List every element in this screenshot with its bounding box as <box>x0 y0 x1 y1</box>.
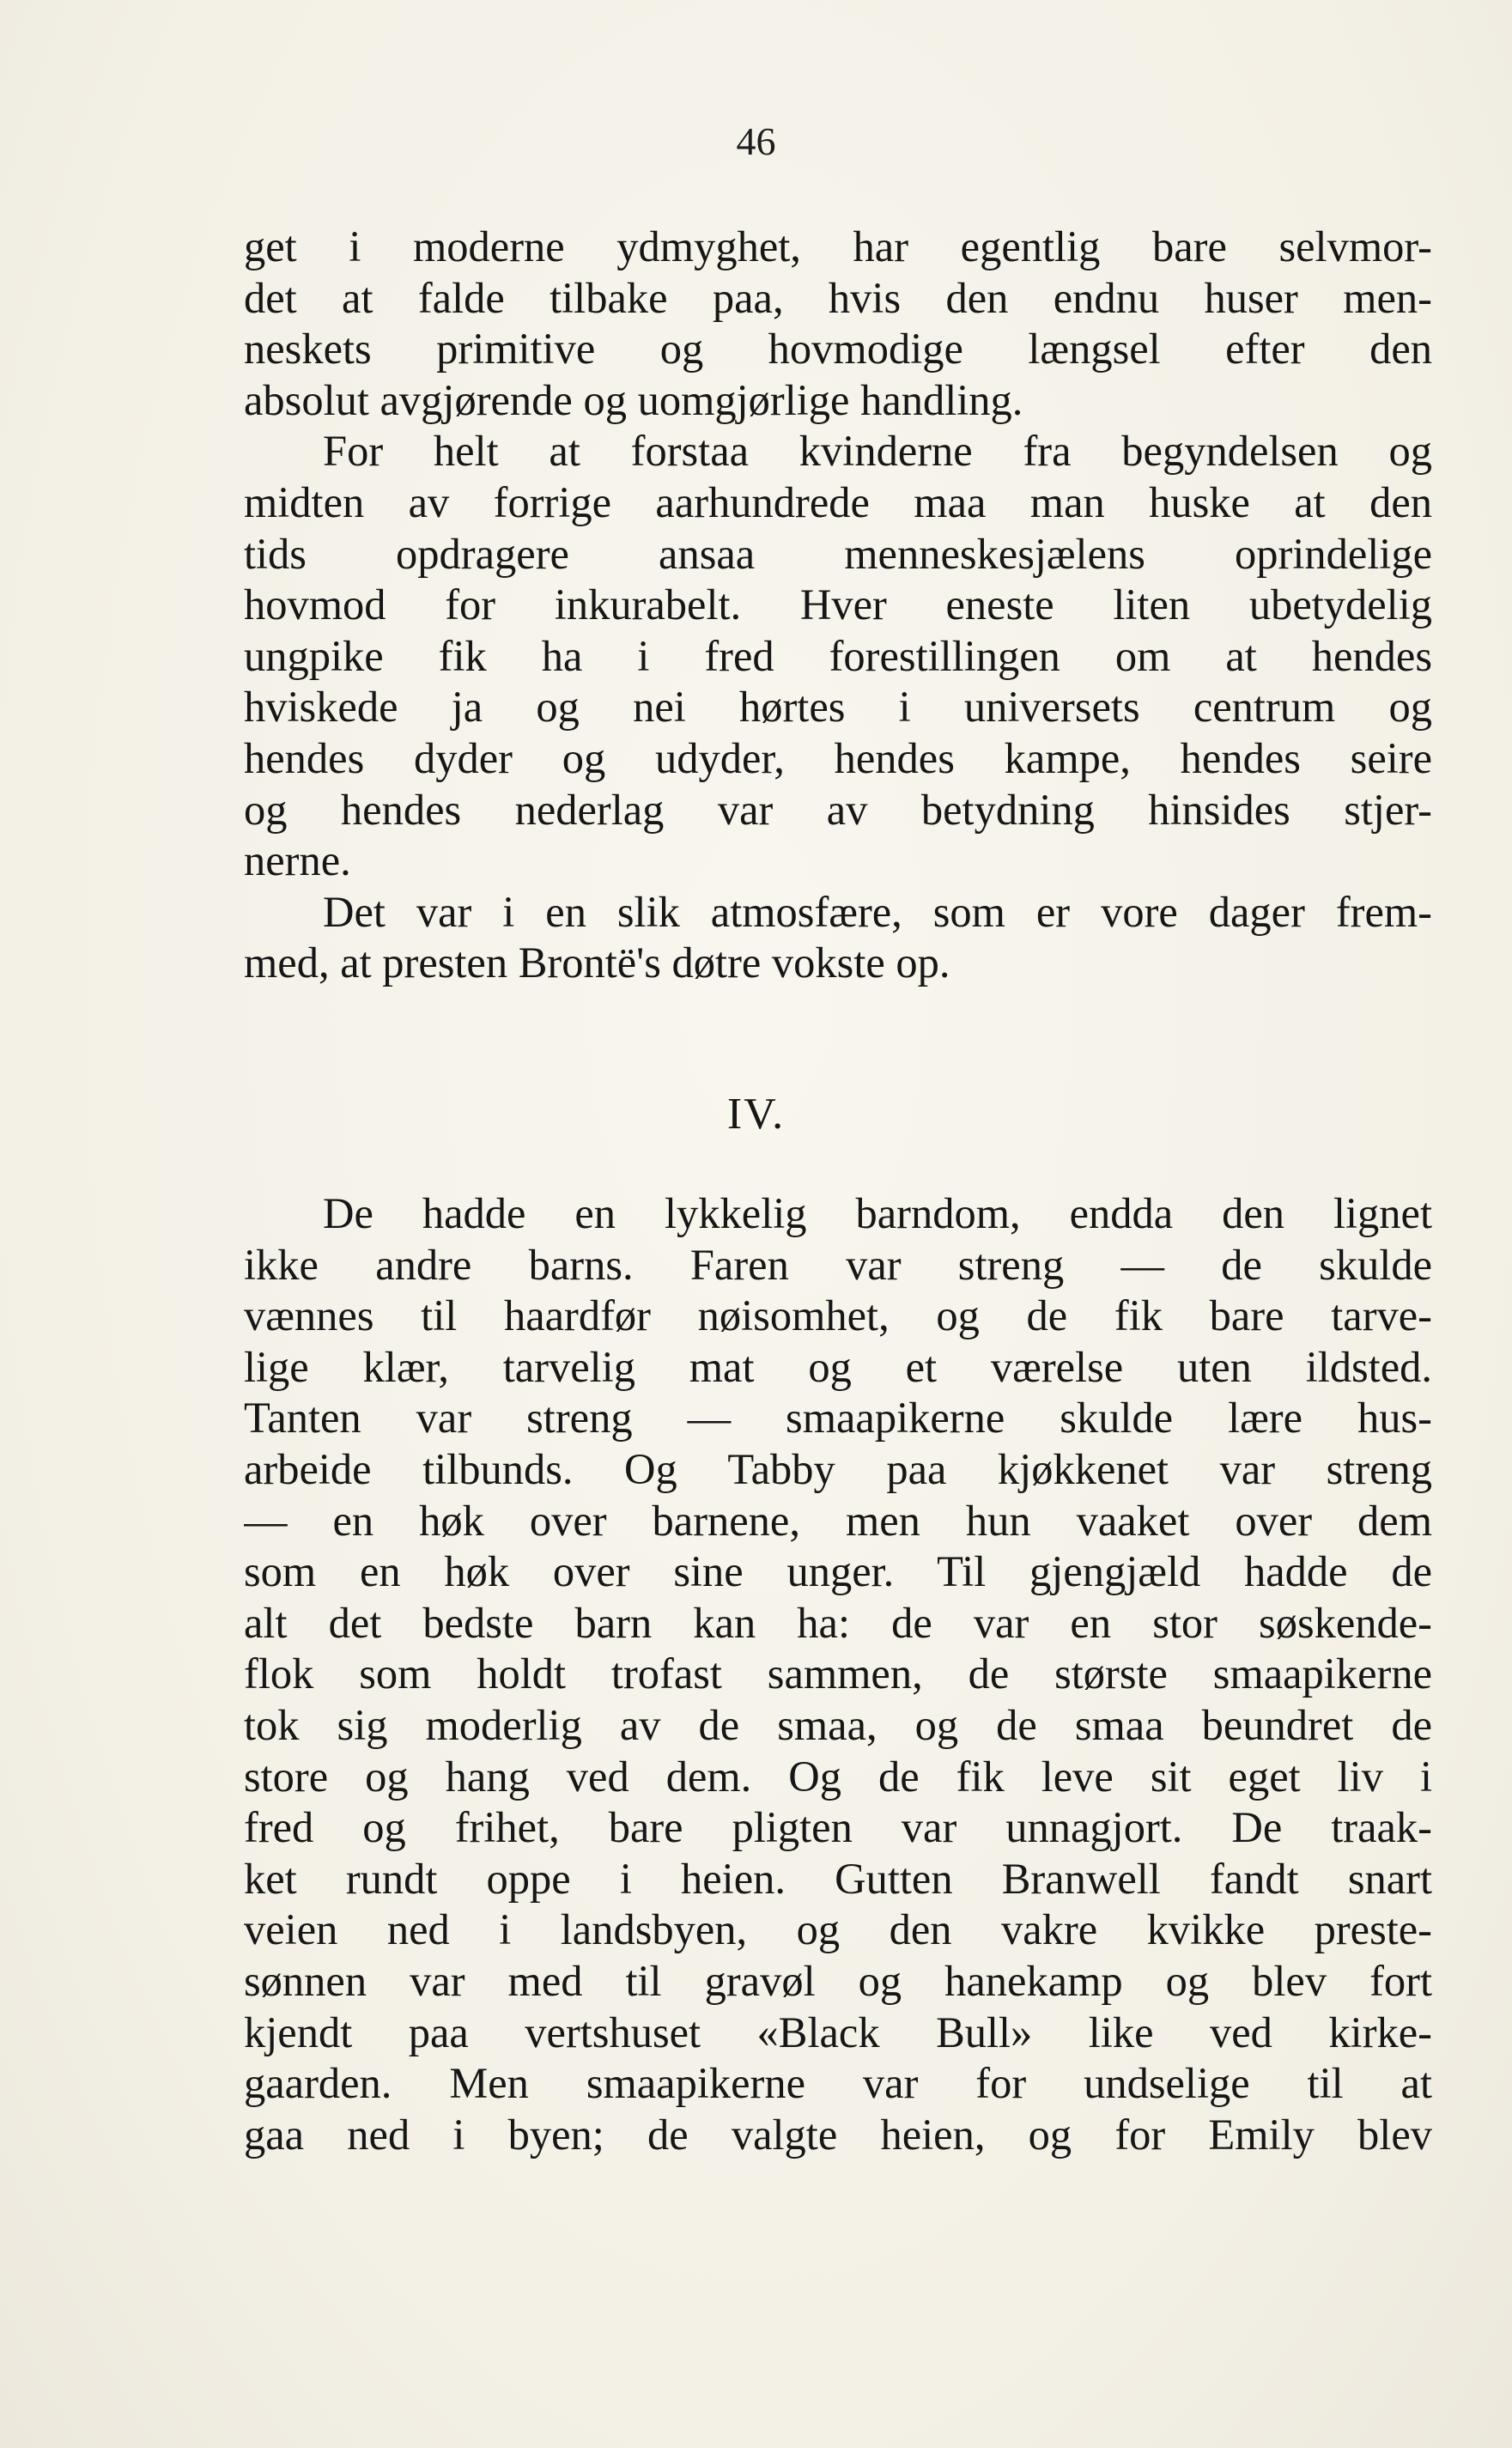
text-line: — en høk over barnene, men hun vaaket over dem <box>244 1496 1432 1545</box>
text-line: gaarden. Men smaapikerne var for undselige til at <box>244 2059 1432 2108</box>
text-line: ikke andre barns. Faren var streng — de skulde <box>244 1240 1432 1289</box>
text-line: hendes dyder og udyder, hendes kampe, hendes seire <box>244 733 1432 782</box>
text-section-1 <box>244 222 1432 989</box>
text-line: sønnen var med til gravøl og hanekamp og blev fort <box>244 1956 1432 2005</box>
text-line: Det var i en slik atmosfære, som er vore dager frem- <box>323 887 1432 936</box>
text-line: som en høk over sine unger. Til gjengjæld hadde de <box>244 1547 1432 1596</box>
text-line: og hendes nederlag var av betydning hinsides stjer- <box>244 785 1432 834</box>
text-line: vænnes til haardfør nøisomhet, og de fik bare tarve- <box>244 1291 1432 1340</box>
text-line: veien ned i landsbyen, og den vakre kvikke preste- <box>244 1905 1432 1954</box>
text-line: tids opdragere ansaa menneskesjælens oprindelige <box>244 529 1432 578</box>
text-line: det at falde tilbake paa, hvis den endnu huser men- <box>244 273 1432 322</box>
text-line: hviskede ja og nei hørtes i universets centrum og <box>244 683 1432 732</box>
text-line: absolut avgjørende og uomgjørlige handling. <box>244 375 1023 424</box>
text-line: flok som holdt trofast sammen, de største smaapikerne <box>244 1649 1432 1698</box>
text-line: arbeide tilbunds. Og Tabby paa kjøkkenet var streng <box>244 1444 1432 1493</box>
text-line: med, at presten Brontë's døtre vokste op. <box>244 939 950 987</box>
text-line: nerne. <box>244 836 351 885</box>
text-line: gaa ned i byen; de valgte heien, og for Emily blev <box>244 2110 1432 2159</box>
page-number: 46 <box>736 119 776 163</box>
text-line: fred og frihet, bare pligten var unnagjort. De traak- <box>244 1803 1432 1852</box>
text-line: kjendt paa vertshuset «Black Bull» like ved kirke- <box>244 2008 1432 2056</box>
text-line: ket rundt oppe i heien. Gutten Branwell fandt snart <box>244 1854 1432 1903</box>
text-line: lige klær, tarvelig mat og et værelse uten ildsted. <box>244 1342 1432 1391</box>
text-line: hovmod for inkurabelt. Hver eneste liten ubetydelig <box>244 580 1432 629</box>
text-line: Tanten var streng — smaapikerne skulde lære hus- <box>244 1394 1432 1443</box>
text-line: For helt at forstaa kvinderne fra begyndelsen og <box>323 427 1432 476</box>
text-line: tok sig moderlig av de smaa, og de smaa beundret de <box>244 1700 1432 1749</box>
text-line: ungpike fik ha i fred forestillingen om at hendes <box>244 631 1432 680</box>
text-line: get i moderne ydmyghet, har egentlig bare selvmor- <box>244 222 1432 270</box>
text-line: midten av forrige aarhundrede maa man huske at den <box>244 477 1432 526</box>
text-line: De hadde en lykkelig barndom, endda den lignet <box>323 1189 1432 1237</box>
text-line: store og hang ved dem. Og de fik leve sit eget liv i <box>244 1752 1432 1801</box>
text-section-2 <box>244 1188 1432 2160</box>
text-line: alt det bedste barn kan ha: de var en stor søskende- <box>244 1598 1432 1647</box>
text-line: neskets primitive og hovmodige længsel efter den <box>244 325 1432 374</box>
chapter-heading: IV. <box>726 1090 786 1139</box>
